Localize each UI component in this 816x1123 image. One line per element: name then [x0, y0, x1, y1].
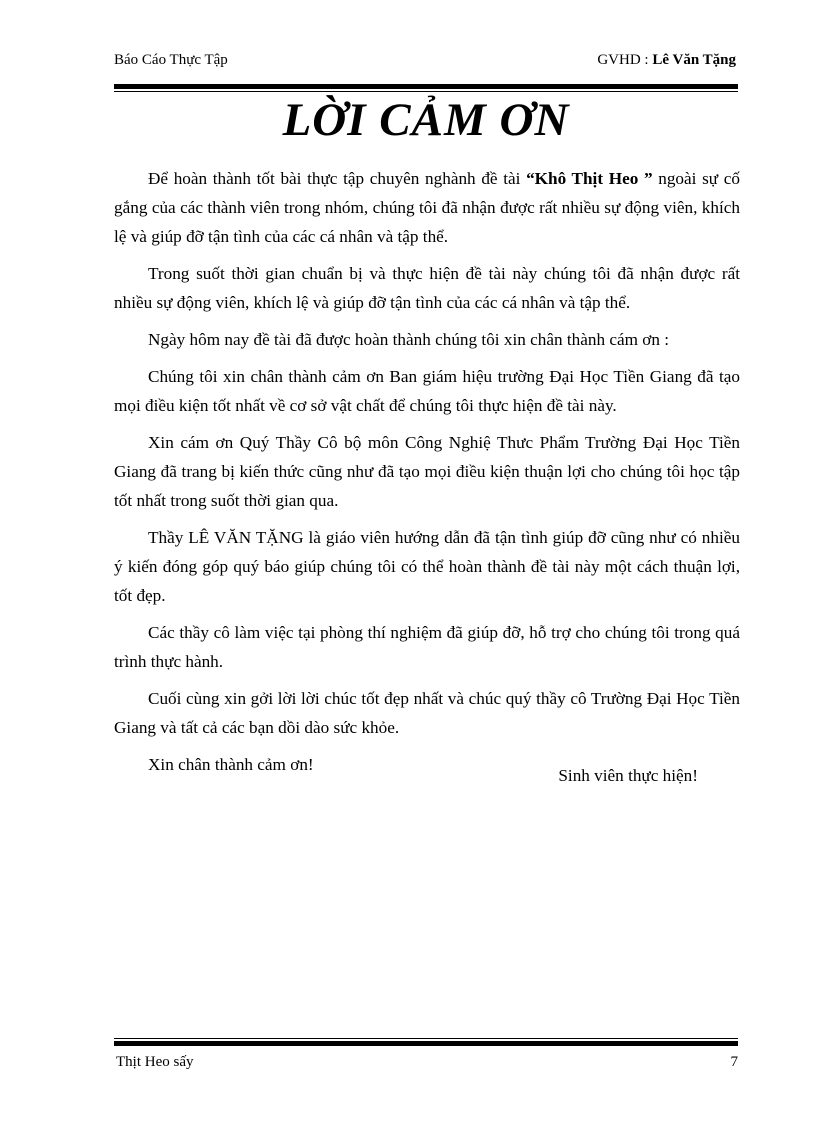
paragraph-2: Trong suốt thời gian chuẩn bị và thực hiện đề tài này chúng tôi đã nhận được rất nhiều sự động viên, khích lệ và giúp đỡ tận tình của các cá nhân và tập thể. [114, 264, 740, 312]
paragraph-1-after: ngoài sự cố gắng của các thành viên trong nhóm, chúng tôi đã nhận được rất nhiều sự động viên, khích lệ và giúp đỡ tận tình của các cá nhân và tập thể. [114, 169, 740, 246]
signature: Sinh viên thực hiện! [558, 766, 698, 785]
paragraph-1-before: Để hoàn thành tốt bài thực tập chuyên nghành đề tài [148, 169, 527, 188]
footer-rule-thin [114, 1038, 738, 1039]
header-advisor-name: Lê Văn Tặng [652, 52, 736, 68]
paragraph-4: Chúng tôi xin chân thành cảm ơn Ban giám hiệu trường Đại Học Tiền Giang đã tạo mọi điều kiện tốt nhất về cơ sở vật chất để chúng tôi thực hiện đề tài này. [114, 367, 740, 415]
header-advisor-label: GVHD : [597, 52, 653, 68]
paragraph-1 [114, 164, 740, 251]
paragraph-3: Ngày hôm nay đề tài đã được hoàn thành chúng tôi xin chân thành cám ơn : [148, 330, 670, 349]
page-number: 7 [730, 1054, 738, 1070]
acknowledgement-body [114, 164, 740, 787]
paragraph-8: Cuối cùng xin gởi lời lời chúc tốt đẹp nhất và chúc quý thầy cô Trường Đại Học Tiền Giang và tất cả các bạn dồi dào sức khỏe. [114, 689, 740, 737]
paragraph-9: Xin chân thành cảm ơn! [148, 755, 314, 774]
header-rule-thick [114, 84, 738, 89]
footer-document-title: Thịt Heo sấy [116, 1054, 194, 1070]
page-header [114, 52, 738, 72]
header-advisor [597, 52, 736, 69]
header-report-title: Báo Cáo Thực Tập [114, 52, 228, 68]
paragraph-5: Xin cám ơn Quý Thầy Cô bộ môn Công Nghiệ Thưc Phẩm Trường Đại Học Tiền Giang đã trang bị kiến thức cũng như đã tạo mọi điều kiện thuận lợi cho chúng tôi học tập tốt nhất trong suốt thời gian qua. [114, 433, 740, 510]
paragraph-7: Các thầy cô làm việc tại phòng thí nghiệm đã giúp đỡ, hỗ trợ cho chúng tôi trong quá trình thực hành. [114, 623, 740, 671]
paragraph-6: Thầy LÊ VĂN TẶNG là giáo viên hướng dẫn đã tận tình giúp đỡ cũng như có nhiều ý kiến đóng góp quý báo giúp chúng tôi có thể hoàn thành đề tài này một cách thuận lợi, tốt đẹp. [114, 528, 740, 605]
project-name: “Khô Thịt Heo ” [526, 169, 653, 188]
footer-rule-thick [114, 1041, 738, 1046]
header-rule-thin [114, 91, 738, 92]
page-title: LỜI CẢM ƠN [282, 94, 570, 146]
